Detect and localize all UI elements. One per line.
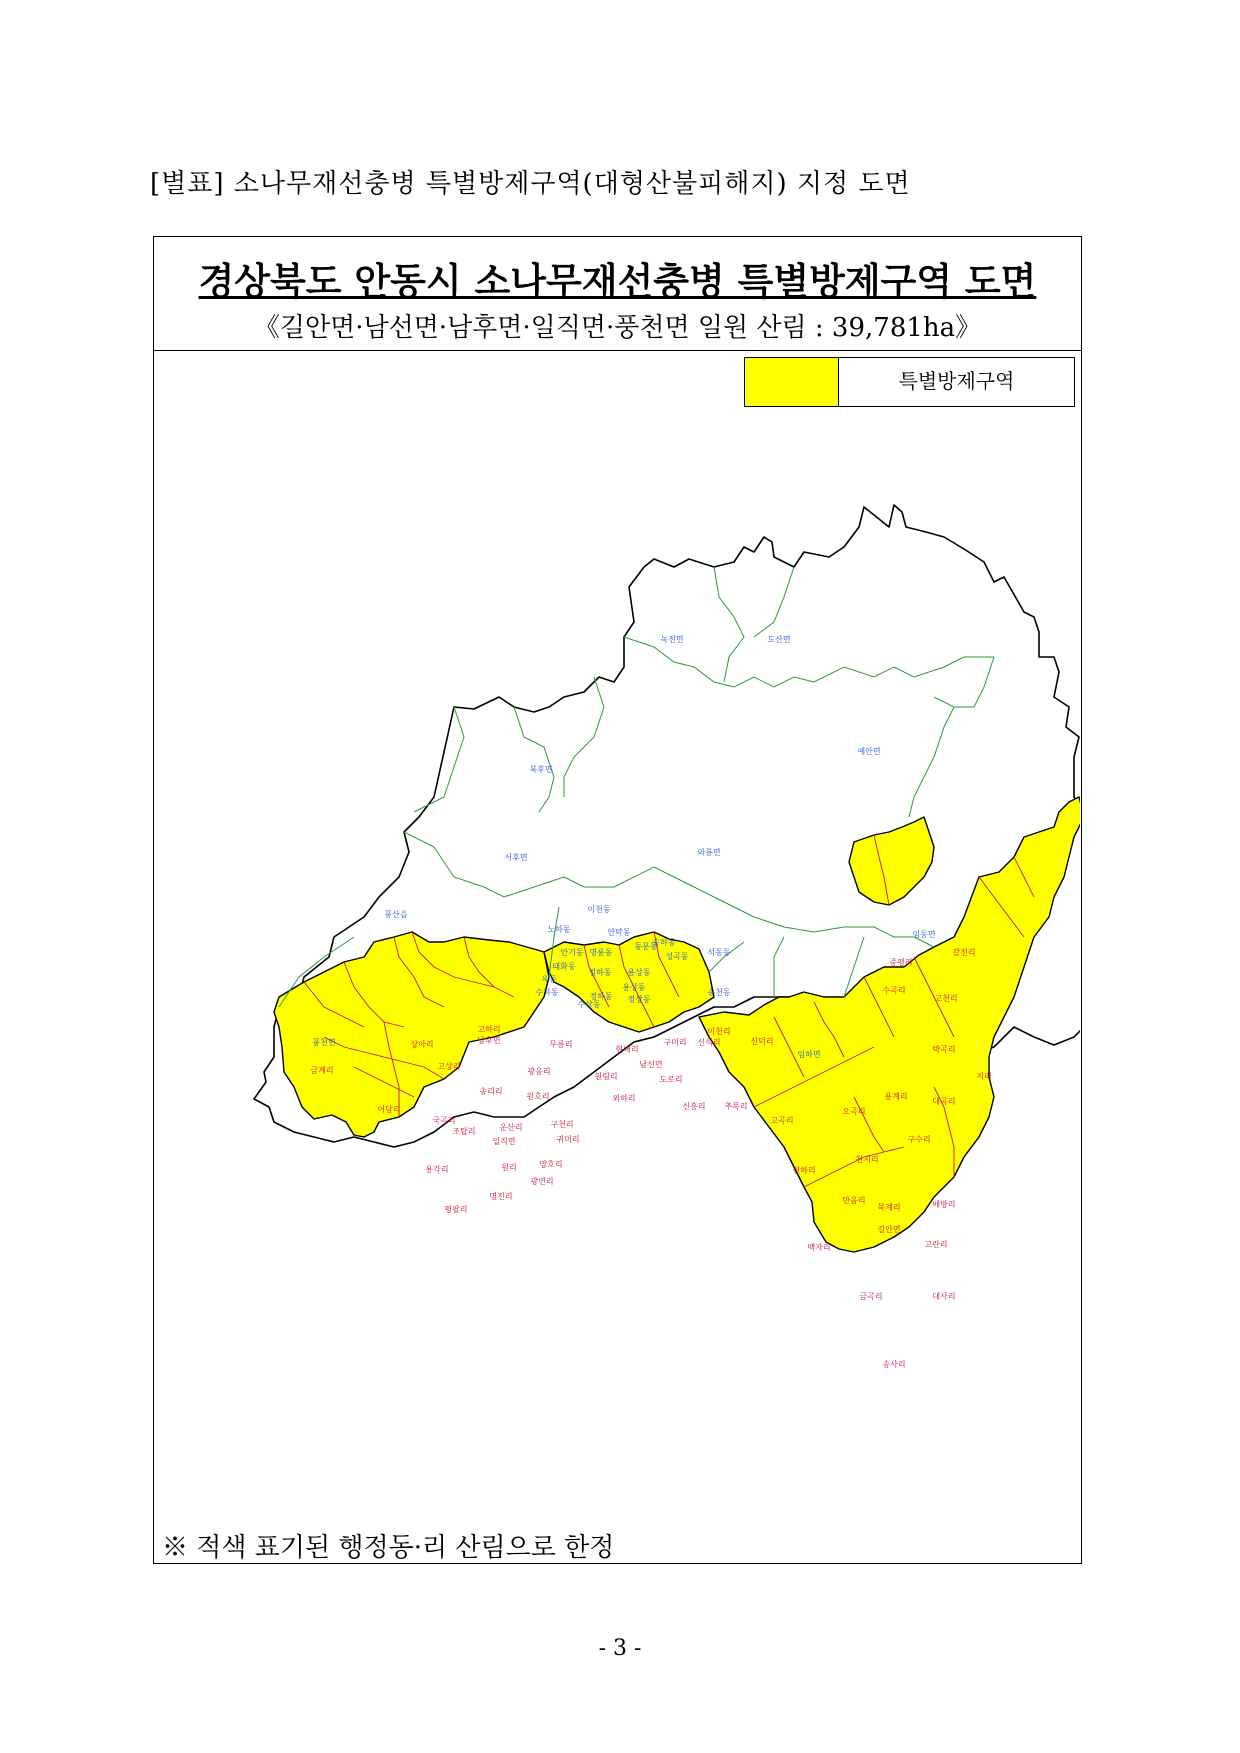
label-sinseok: 신석리 [697, 1038, 721, 1047]
label-mangok: 만음리 [842, 1196, 866, 1205]
label-gogok: 고곡리 [770, 1116, 794, 1125]
label-wonho: 원호리 [526, 1092, 550, 1101]
label-sugok: 수곡리 [882, 986, 906, 995]
label-sindeok: 신덕리 [750, 1037, 774, 1046]
label-songsa: 송사리 [882, 1360, 906, 1369]
label-imdong: 임동면 [912, 930, 936, 939]
label-suha: 수하동 [535, 988, 559, 997]
label-idang: 이천리 [707, 1027, 731, 1036]
label-ogok: 오곡리 [842, 1107, 866, 1116]
label-gajeon: 갈전리 [952, 948, 976, 957]
label-gwangeum: 광음리 [527, 1067, 551, 1076]
label-jungpyeong: 중평리 [889, 958, 913, 967]
label-bakgok: 박곡리 [932, 1045, 956, 1054]
label-goran: 고란리 [924, 1240, 948, 1249]
label-dosan: 도산면 [767, 635, 791, 644]
label-hyeonnae: 현내리 [615, 1045, 639, 1054]
map-title: 경상북도 안동시 소나무재선충병 특별방제구역 도면 [198, 260, 1037, 303]
label-yongsang: 용상동 [627, 968, 651, 977]
label-gumi: 구미리 [663, 1038, 687, 1047]
label-muju: 무릉리 [549, 1040, 573, 1049]
label-gwimi: 귀미리 [556, 1135, 580, 1144]
label-songhyeon: 정하동 [589, 992, 613, 1001]
label-gwangyeon: 광연리 [530, 1177, 554, 1186]
label-angi: 안기동 [560, 948, 584, 957]
label-sanga: 상아리 [410, 1040, 434, 1049]
label-imha: 임하면 [797, 1050, 821, 1059]
label-anmak: 안막동 [607, 928, 631, 937]
label-seonggok: 성곡동 [665, 952, 689, 961]
label-myeongnyun: 명륜동 [589, 948, 613, 957]
label-iljik-myeon: 일직면 [492, 1137, 516, 1146]
label-geumgok: 금곡리 [859, 1292, 883, 1301]
label-pyeongpal: 평팔리 [444, 1205, 468, 1214]
label-goha: 고하리 [477, 1025, 501, 1034]
label-baebang: 배방리 [932, 1200, 956, 1209]
label-doro: 도로리 [659, 1075, 683, 1084]
label-mukgye: 묵계리 [877, 1203, 901, 1212]
label-wayong: 와룡면 [697, 848, 721, 857]
label-yonggye: 용계리 [884, 1092, 908, 1101]
map-subtitle: 《길안면·남선면·남후면·일직면·풍천면 일원 산림 : 39,781ha》 [253, 313, 982, 343]
label-cheonji: 천지리 [855, 1155, 879, 1164]
label-gusu: 구수리 [907, 1135, 931, 1144]
label-icheon: 이천동 [587, 905, 611, 914]
label-myeongjin: 명진리 [489, 1192, 513, 1201]
label-susang: 수상동 [577, 1000, 601, 1009]
andong-map [154, 237, 1080, 1562]
label-gosang: 고상리 [437, 1062, 461, 1071]
label-jotap: 조탑리 [452, 1127, 476, 1136]
label-okdong: 옥동 [541, 975, 557, 984]
legend-label: 특별방제구역 [898, 369, 1015, 393]
label-taehwa: 태화동 [552, 962, 576, 971]
label-nokjeon: 녹전면 [660, 635, 684, 644]
page-number: - 3 - [598, 1636, 642, 1661]
label-yongsang-2: 용상동 [622, 983, 646, 992]
label-yonggak: 용각리 [425, 1165, 449, 1174]
label-noha: 노하동 [547, 925, 571, 934]
label-oeha: 외하리 [612, 1094, 636, 1103]
label-dongmun: 동문동 [634, 942, 658, 951]
label-jeongha: 정하동 [588, 968, 612, 977]
label-jeongsang: 정상동 [627, 995, 651, 1004]
label-pungcheon: 풍천면 [312, 1038, 336, 1047]
label-songri: 송리리 [479, 1087, 503, 1096]
label-songcheon: 송천동 [707, 988, 731, 997]
appendix-caption: [별표] 소나무재선충병 특별방제구역(대형산불피해지) 지정 도면 [150, 169, 911, 199]
label-jiri: 지리 [976, 1072, 992, 1081]
label-seohu: 서후면 [504, 853, 528, 862]
label-yean: 예안면 [857, 747, 881, 756]
label-namhu-myeon: 남후면 [477, 1036, 501, 1045]
label-wonri: 원리 [501, 1163, 517, 1172]
label-seokdong: 석동동 [707, 948, 731, 957]
map-frame [153, 236, 1082, 1564]
label-bukhu: 북후면 [529, 765, 553, 774]
label-daegok: 대곡리 [932, 1097, 956, 1106]
label-chumok: 추목리 [724, 1102, 748, 1111]
label-gocheon: 고천리 [934, 994, 958, 1003]
label-giran-myeon: 길안면 [877, 1225, 901, 1234]
map-note: ※ 적색 표기된 행정동·리 산림으로 한정 [162, 1533, 615, 1563]
label-wonrim: 원림리 [594, 1072, 618, 1081]
label-namseon-myeon: 남선면 [639, 1060, 663, 1069]
label-hyeonha: 현하리 [792, 1166, 816, 1175]
label-baekja: 백자리 [807, 1243, 831, 1252]
label-geumgye: 금계리 [310, 1066, 334, 1075]
label-songha: 송하동 [652, 938, 676, 947]
label-eodam: 어담리 [377, 1105, 401, 1114]
label-guchon: 구천리 [550, 1120, 574, 1129]
label-gukgok: 국곡리 [432, 1116, 456, 1125]
label-daesa: 대사리 [932, 1292, 956, 1301]
label-unsan: 운산리 [499, 1123, 523, 1132]
label-pungsan: 풍산읍 [384, 910, 408, 919]
label-sinheung: 신흥리 [682, 1102, 706, 1111]
label-mangho: 망호리 [539, 1160, 563, 1169]
